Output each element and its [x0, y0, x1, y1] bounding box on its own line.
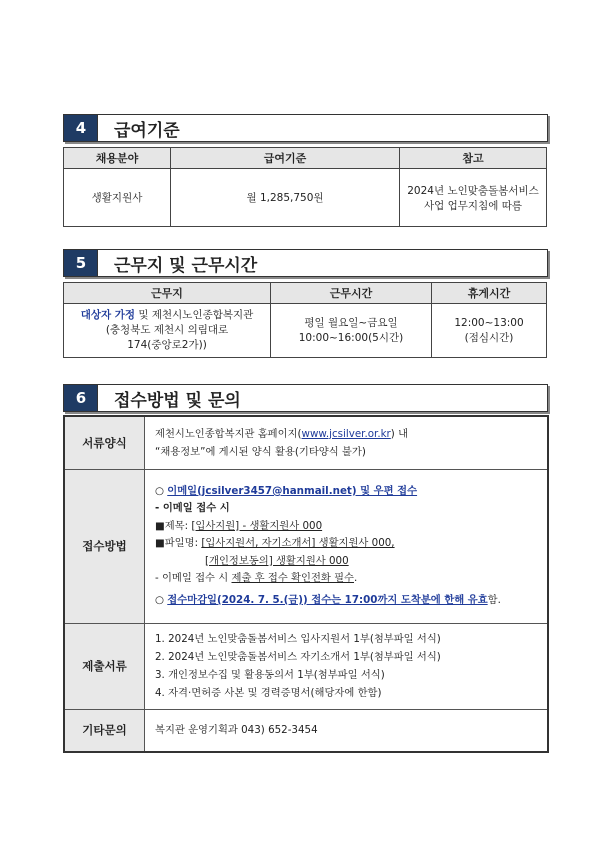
section-number: 5 [64, 250, 98, 276]
section-title: 접수방법 및 문의 [98, 385, 547, 411]
method-text: [입사지원] - 생활지원사 000 [191, 519, 323, 532]
section-header-4 [63, 114, 548, 142]
submit-item: 3. 개인정보수집 및 활용동의서 1부(첨부파일 서식) [155, 669, 385, 681]
column-header: 참고 [400, 148, 547, 169]
method-text: ■파일명: [155, 537, 202, 550]
highlight-text: 대상자 가정 [80, 309, 136, 321]
submit-item: 2. 2024년 노인맞춤돌봄서비스 자기소개서 1부(첨부파일 서식) [155, 651, 441, 663]
table-row [64, 416, 548, 469]
deadline-text: 접수마감일(2024. 7. 5.(금)) 접수는 17:00까지 도착분에 한해 유효 [167, 593, 488, 606]
etc-cell: 복지관 운영기획과 043) 652-3454 [145, 709, 549, 752]
salary-table [63, 147, 547, 227]
method-text: . [354, 572, 358, 585]
hours-text: 평일 월요일~금요일 [304, 316, 398, 329]
hours-text: 10:00~16:00(5시간) [298, 331, 404, 344]
workplace-cell [64, 304, 271, 358]
section-number: 4 [64, 115, 98, 141]
section-title: 근무지 및 근무시간 [98, 250, 547, 276]
method-text: 함. [487, 593, 501, 606]
docs-text: 제천시노인종합복지관 홈페이지( [155, 427, 302, 440]
method-text: - 이메일 접수 시 [155, 572, 232, 585]
reference-line: 사업 업무지침에 따름 [424, 199, 522, 212]
row-label: 서류양식 [64, 416, 145, 469]
bullet-symbol: ○ [155, 484, 168, 497]
workplace-table [63, 282, 547, 358]
pay-cell: 월 1,285,750원 [171, 169, 400, 227]
column-header: 휴게시간 [432, 283, 547, 304]
place-text: 및 제천시노인종합복지관 [135, 309, 254, 321]
submit-item: 4. 자격·면허증 사본 및 경력증명서(해당자에 한함) [155, 687, 382, 699]
email-text: 이메일(jcsilver3457@hanmail.net) 및 우편 접수 [167, 484, 418, 497]
method-cell [145, 469, 549, 623]
table-row [64, 169, 547, 227]
docs-text: “채용정보”에 게시된 양식 활용(기타양식 불가) [155, 445, 366, 458]
method-text: 제출 후 접수 확인전화 필수 [231, 572, 355, 585]
method-text: - 이메일 접수 시 [155, 502, 230, 515]
docs-cell [145, 416, 549, 469]
section-header-5 [63, 249, 548, 277]
table-row [64, 709, 548, 752]
section-number: 6 [64, 385, 98, 411]
place-text: (충청북도 제천시 의림대로 [105, 324, 229, 336]
break-text: (점심시간) [464, 331, 514, 344]
homepage-link[interactable]: www.jcsilver.or.kr [301, 427, 391, 440]
place-text: 174(중앙로2가)) [127, 339, 207, 351]
reference-line: 2024년 노인맞춤돌봄서비스 [407, 184, 539, 197]
section-title: 급여기준 [98, 115, 547, 141]
table-row [64, 469, 548, 623]
reference-cell [400, 169, 547, 227]
method-text: [입사지원서, 자기소개서] 생활지원사 000, [201, 537, 395, 550]
row-label: 접수방법 [64, 469, 145, 623]
method-text: ■제목: [155, 519, 192, 532]
docs-text: ) 내 [390, 427, 409, 440]
break-cell [432, 304, 547, 358]
column-header: 근무지 [64, 283, 271, 304]
row-label: 기타문의 [64, 709, 145, 752]
field-cell: 생활지원사 [64, 169, 171, 227]
hours-cell [271, 304, 432, 358]
bullet-symbol: ○ [155, 593, 168, 606]
table-row [64, 623, 548, 709]
table-row [64, 304, 547, 358]
method-text: [개인정보동의] 생활지원사 000 [205, 554, 349, 567]
submit-item: 1. 2024년 노인맞춤돌봄서비스 입사지원서 1부(첨부파일 서식) [155, 633, 441, 645]
submit-cell [145, 623, 549, 709]
row-label: 제출서류 [64, 623, 145, 709]
break-text: 12:00~13:00 [454, 316, 524, 329]
column-header: 채용분야 [64, 148, 171, 169]
section-header-6 [63, 384, 548, 412]
column-header: 근무시간 [271, 283, 432, 304]
apply-table [63, 415, 549, 753]
column-header: 급여기준 [171, 148, 400, 169]
